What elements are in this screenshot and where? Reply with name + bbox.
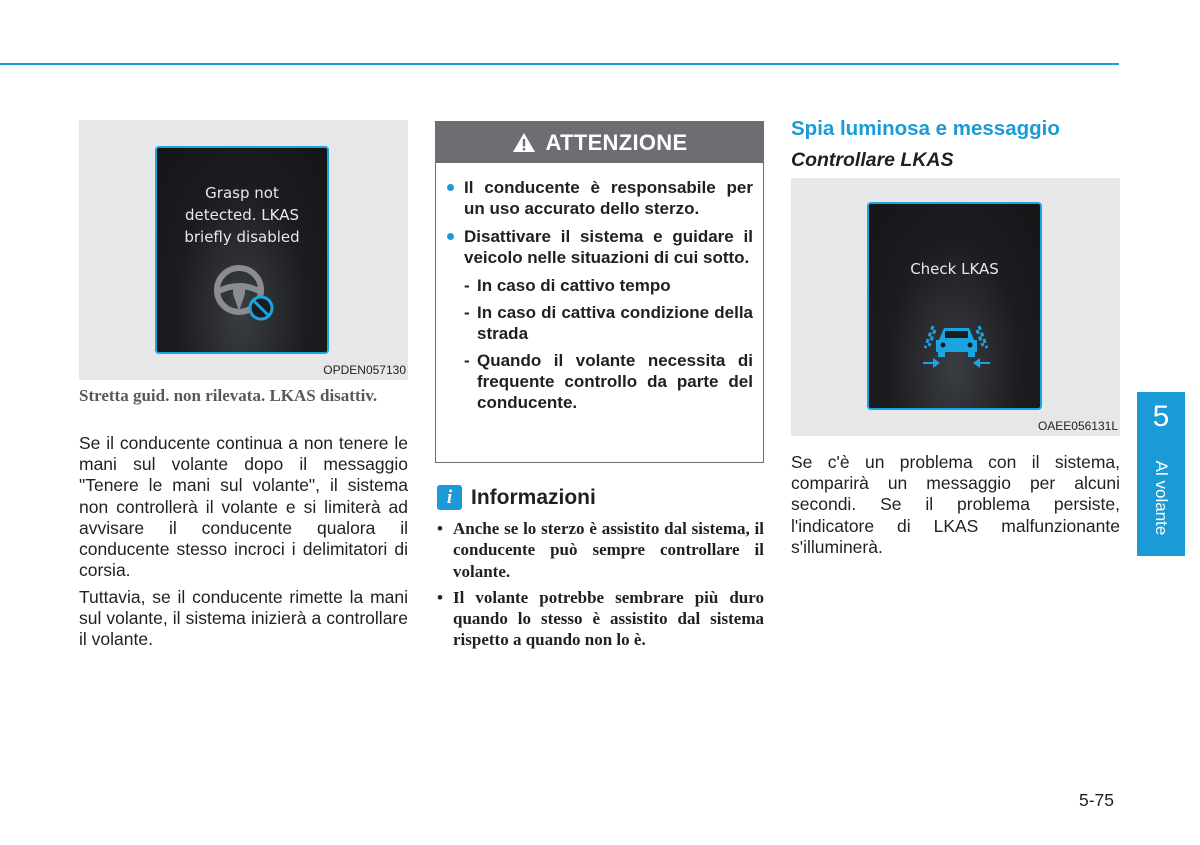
warning-triangle-icon [512, 132, 536, 153]
warning-box [435, 121, 764, 463]
warning-sub-list [446, 275, 753, 413]
warning-list [446, 177, 753, 419]
warning-sub-item-text: In caso di cattivo tempo [477, 276, 671, 295]
bullet-icon [447, 233, 454, 240]
info-list [437, 518, 764, 656]
chapter-tab [1137, 392, 1185, 556]
warning-sub-item-text: Quando il volante necessita di frequente controllo da parte del conducente. [477, 351, 753, 412]
info-item-text: Il volante potrebbe sembrare più duro quando lo stesso è assistito dal sistema rispetto a quando non lo è. [453, 587, 764, 650]
top-rule [0, 63, 1119, 65]
steering-wheel-prohibited-icon [211, 261, 277, 325]
warning-item-text: Il conducente è responsabile per un uso accurato dello sterzo. [464, 178, 753, 218]
page-number: 5-75 [1079, 790, 1115, 810]
figure-check-lkas [791, 178, 1120, 436]
lkas-lane-car-icon [919, 322, 994, 370]
figure-grasp-not-detected [79, 120, 408, 380]
cluster-display [867, 202, 1042, 410]
info-icon: i [437, 485, 462, 510]
section-title: Spia luminosa e messaggio [791, 117, 1060, 140]
body-paragraph: Se c'è un problema con il sistema, comparirà un messaggio per alcuni secondi. Se il problema persiste, l'indicatore di LKAS malfunzionante s'illuminerà. [791, 452, 1120, 557]
body-paragraph: Tuttavia, se il conducente rimette la mani sul volante, il sistema inizierà a controllare il volante. [79, 587, 408, 650]
warning-sub-item: - In caso di cattivo tempo [464, 276, 671, 295]
warning-item [446, 177, 753, 219]
info-title: Informazioni [471, 485, 596, 509]
warning-sub-item: - Quando il volante necessita di frequente controllo da parte del conducente. [464, 351, 753, 412]
info-item-text: Anche se lo sterzo è assistito dal sistema, il conducente può sempre controllare il volante. [453, 519, 764, 581]
display-message: Grasp not detected. LKAS briefly disabled [184, 184, 300, 246]
info-header [437, 485, 596, 510]
warning-sub-item-text: In caso di cattiva condizione della strada [477, 303, 753, 343]
chapter-number: 5 [1152, 400, 1170, 433]
body-paragraph: Se il conducente continua a non tenere le mani sul volante dopo il messaggio "Tenere le mani sul volante", il sistema non controllerà il volante e si limiterà ad avvisare il conducente qualora il conducente stesso incroci i delimitatori di corsia. [79, 433, 408, 581]
info-item: • Anche se lo sterzo è assistito dal sistema, il conducente può sempre controllare il volante. [437, 519, 764, 581]
figure-caption: Stretta guid. non rilevata. LKAS disattiv. [79, 386, 378, 405]
info-item: • Il volante potrebbe sembrare più duro quando lo stesso è assistito dal sistema rispetto a quando non lo è. [437, 587, 764, 650]
warning-sub-item: - In caso di cattiva condizione della strada [464, 303, 753, 343]
chapter-label: Al volante [1152, 460, 1171, 536]
cluster-display [155, 146, 329, 354]
warning-item-text: Disattivare il sistema e guidare il veicolo nelle situazioni di cui sotto. [464, 227, 753, 267]
display-message: Check LKAS [910, 260, 999, 278]
warning-item [446, 226, 753, 268]
figure-code: OAEE056131L [1037, 419, 1118, 433]
warning-title: ATTENZIONE [545, 129, 688, 155]
warning-header [436, 122, 763, 163]
section-subtitle: Controllare LKAS [791, 149, 954, 171]
figure-code: OPDEN057130 [323, 363, 406, 377]
bullet-icon [447, 184, 454, 191]
